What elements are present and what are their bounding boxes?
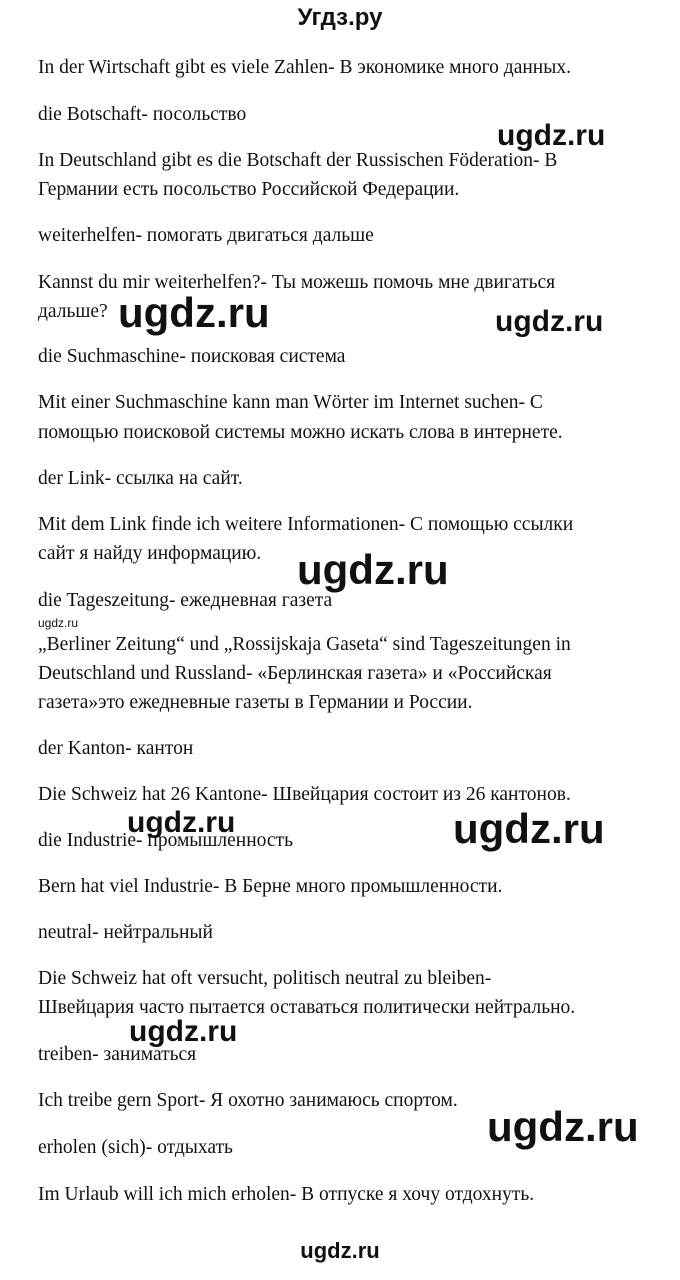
text-line: Bern hat viel Industrie- В Берне много промышленности. (38, 876, 503, 897)
text-line: сайт я найду информацию. (38, 543, 262, 564)
text-line: die Industrie- промышленность (38, 830, 293, 851)
page-footer-watermark: ugdz.ru (300, 1238, 380, 1263)
text-line: Im Urlaub will ich mich erholen- В отпуске я хочу отдохнуть. (38, 1184, 535, 1205)
text-line: weiterhelfen- помогать двигаться дальше (38, 225, 374, 246)
text-line: помощью поисковой системы можно искать слова в интернете. (38, 422, 563, 443)
text-line: Ich treibe gern Sport- Я охотно занимаюсь спортом. (38, 1090, 458, 1111)
watermark: ugdz.ru (118, 289, 270, 336)
text-line: дальше? (38, 301, 108, 322)
text-line: Die Schweiz hat 26 Kantone- Швейцария состоит из 26 кантонов. (38, 784, 571, 805)
text-line: erholen (sich)- отдыхать (38, 1137, 233, 1158)
text-line: Германии есть посольство Российской Федерации. (38, 179, 460, 200)
watermark: ugdz.ru (495, 305, 604, 338)
watermark: ugdz.ru (453, 805, 605, 852)
text-line: „Berliner Zeitung“ und „Rossijskaja Gaseta“ sind Tageszeitungen in (38, 634, 571, 655)
text-line: treiben- заниматься (38, 1044, 197, 1065)
text-line: Kannst du mir weiterhelfen?- Ты можешь помочь мне двигаться (38, 272, 556, 293)
watermark: ugdz.ru (497, 119, 606, 152)
text-line: Mit dem Link finde ich weitere Informationen- С помощью ссылки (38, 514, 574, 535)
watermark: ugdz.ru (129, 1015, 238, 1048)
watermark: ugdz.ru (38, 616, 79, 630)
text-line: neutral- нейтральный (38, 922, 213, 943)
text-line: die Tageszeitung- ежедневная газета (38, 590, 333, 611)
text-line: Швейцария часто пытается оставаться политически нейтрально. (38, 997, 576, 1018)
watermark: ugdz.ru (297, 546, 449, 593)
text-line: Deutschland und Russland- «Берлинская газета» и «Российская (38, 663, 552, 684)
text-line: In der Wirtschaft gibt es viele Zahlen- В экономике много данных. (38, 57, 571, 78)
text-line: In Deutschland gibt es die Botschaft der Russischen Föderation- В (38, 150, 558, 171)
watermark: ugdz.ru (487, 1103, 639, 1150)
page-header-title: Угдз.ру (297, 4, 383, 31)
text-line: der Kanton- кантон (38, 738, 194, 759)
text-line: Die Schweiz hat oft versucht, politisch neutral zu bleiben- (38, 968, 492, 989)
text-line: газета»это ежедневные газеты в Германии и России. (38, 692, 473, 713)
text-line: die Botschaft- посольство (38, 104, 247, 125)
text-line: die Suchmaschine- поисковая система (38, 346, 346, 367)
text-line: der Link- ссылка на сайт. (38, 468, 243, 489)
watermark: ugdz.ru (127, 806, 236, 839)
text-line: Mit einer Suchmaschine kann man Wörter im Internet suchen- С (38, 392, 543, 413)
